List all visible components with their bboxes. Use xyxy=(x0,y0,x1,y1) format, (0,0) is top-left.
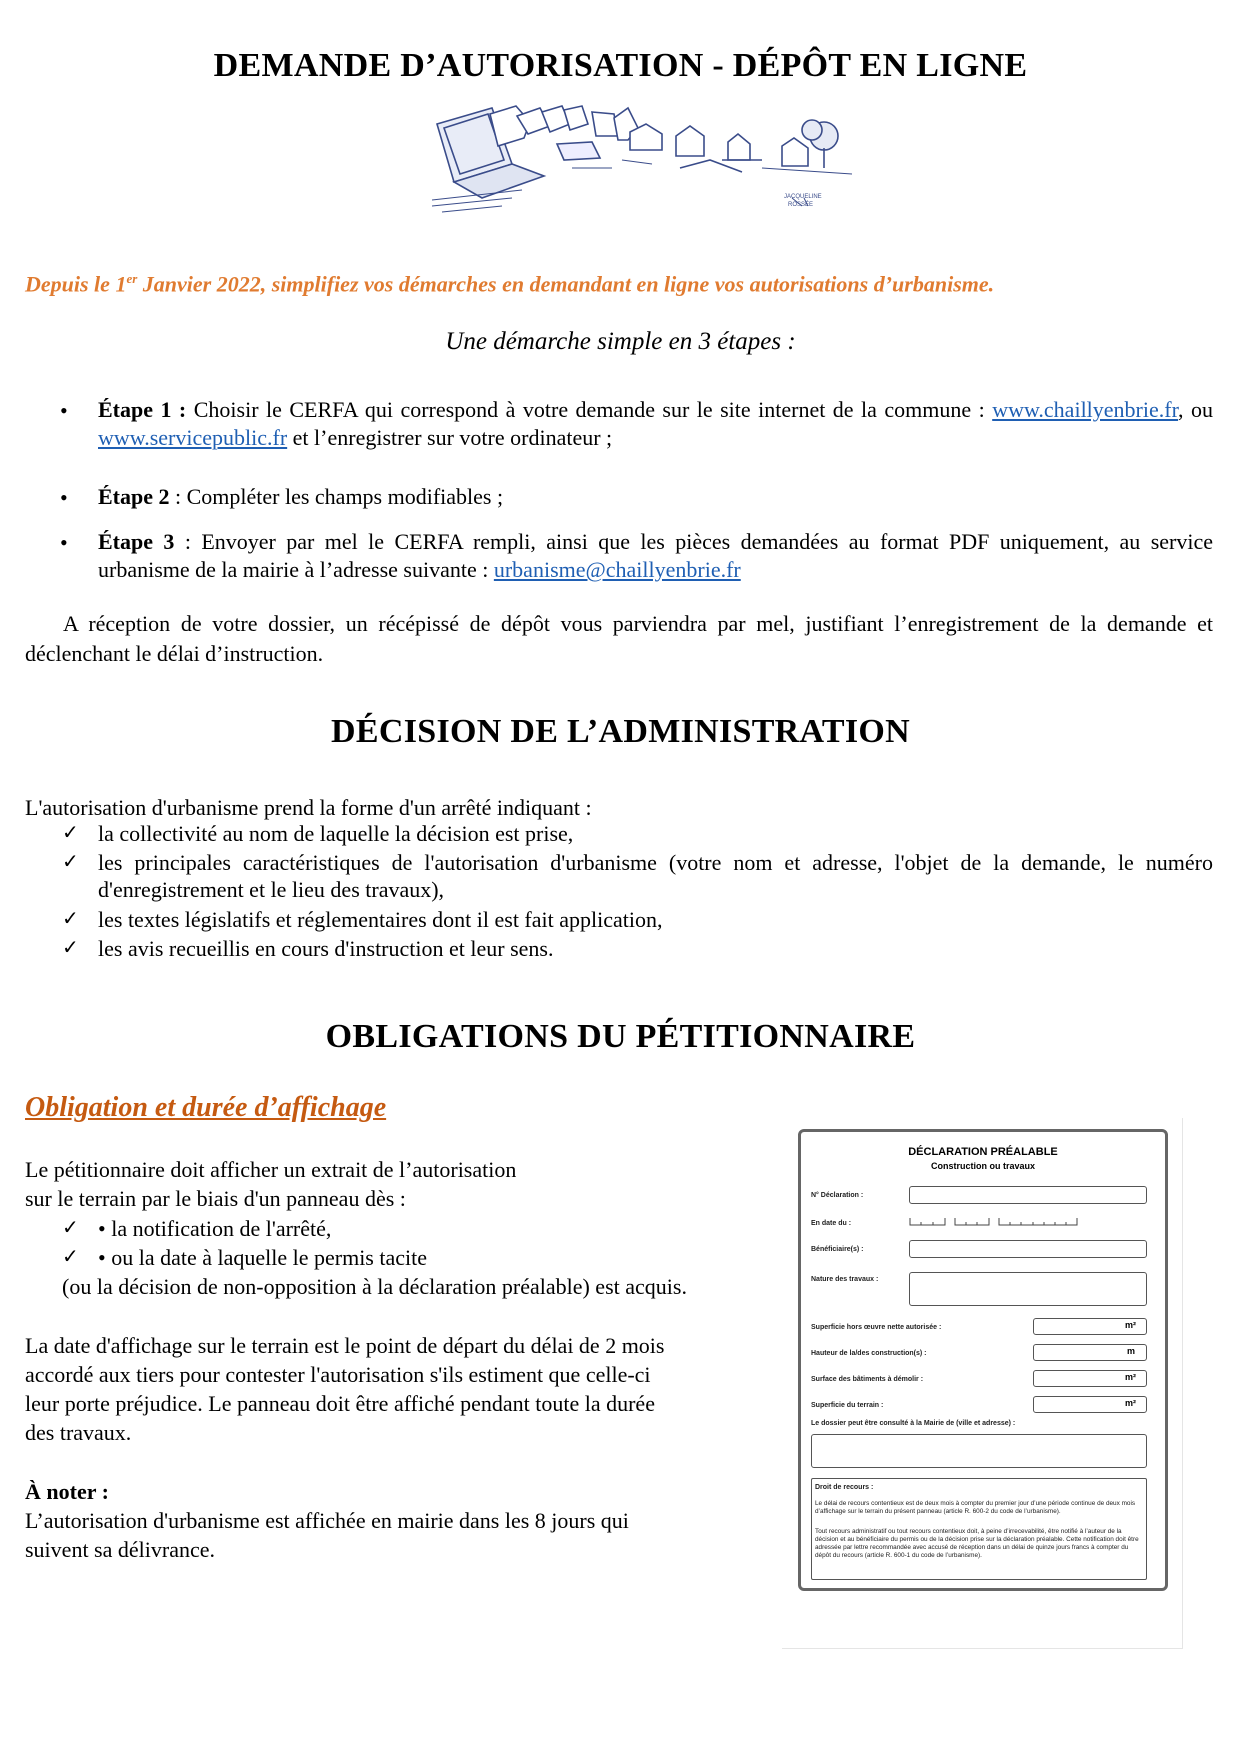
display-paragraph-line: La date d'affichage sur le terrain est le point de départ du délai de 2 mois xyxy=(25,1333,665,1358)
display-obligation-heading: Obligation et durée d’affichage xyxy=(25,1092,387,1123)
obligation-item: • la notification de l'arrêté, xyxy=(98,1216,332,1241)
form-field-box xyxy=(909,1186,1147,1204)
bullet-icon: • xyxy=(60,485,68,510)
rights-paragraph: Le délai de recours contentieux est de deux mois à compter du premier jour d’une période continue de deux mois d’affichage sur le terrain du présent panneau (article R. 600-2 du code de l’urbanisme). xyxy=(815,1500,1136,1515)
display-paragraph-line: accordé aux tiers pour contester l'autorisation s'ils estiment que celle-ci xyxy=(25,1362,651,1387)
check-icon: ✓ xyxy=(62,1217,79,1239)
check-icon: ✓ xyxy=(62,937,79,959)
form-subtitle: Construction ou travaux xyxy=(930,1161,1035,1171)
form-unit: m xyxy=(1127,1346,1136,1356)
intro-statement: Depuis le 1er Janvier 2022, simplifiez vos démarches en demandant en ligne vos autorisations d’urbanisme. xyxy=(25,271,995,297)
obligation-intro-line: Le pétitionnaire doit afficher un extrait de l’autorisation xyxy=(25,1157,517,1182)
obligation-intro-line: sur le terrain par le biais d'un panneau dès : xyxy=(25,1186,406,1211)
form-label: Hauteur de la/des construction(s) : xyxy=(811,1350,927,1357)
form-label: Superficie hors œuvre nette autorisée : xyxy=(811,1324,942,1331)
form-label: Surface des bâtiments à démolir : xyxy=(811,1376,924,1383)
decision-item: la collectivité au nom de laquelle la décision est prise, xyxy=(98,821,574,846)
decision-title: DÉCISION DE L’ADMINISTRATION xyxy=(331,713,910,750)
decision-item: les textes législatifs et réglementaires dont il est fait application, xyxy=(98,907,663,932)
decision-item: les principales caractéristiques de l'autorisation d'urbanisme (votre nom et adresse, l'objet de la demande, le numéro d'enregistrement et le lieu des travaux), xyxy=(98,850,1213,902)
form-field-box xyxy=(811,1434,1147,1468)
form-unit: m² xyxy=(1125,1320,1136,1330)
note-title: À noter : xyxy=(25,1479,109,1504)
form-label: N° Déclaration : xyxy=(811,1192,864,1199)
form-label: Nature des travaux : xyxy=(811,1276,879,1283)
bullet-icon: • xyxy=(60,530,68,555)
obligation-item: • ou la date à laquelle le permis tacite xyxy=(98,1245,428,1270)
form-unit: m² xyxy=(1125,1372,1136,1382)
svg-text:ROSSÉE: ROSSÉE xyxy=(788,202,814,208)
obligations-title: OBLIGATIONS DU PÉTITIONNAIRE xyxy=(325,1018,916,1055)
rights-title: Droit de recours : xyxy=(815,1484,874,1491)
form-field-box xyxy=(909,1272,1147,1306)
link-urbanisme-email[interactable]: urbanisme@chaillyenbrie.fr xyxy=(493,557,741,582)
decision-intro: L'autorisation d'urbanisme prend la forme d'un arrêté indiquant : xyxy=(25,795,592,820)
date-field-boxes xyxy=(909,1216,1079,1228)
link-servicepublic[interactable]: www.servicepublic.fr xyxy=(98,425,288,450)
form-unit: m² xyxy=(1125,1398,1136,1408)
form-field-box xyxy=(909,1240,1147,1258)
obligation-tail: (ou la décision de non-opposition à la déclaration préalable) est acquis. xyxy=(62,1274,687,1299)
display-paragraph-line: leur porte préjudice. Le panneau doit être affiché pendant toute la durée xyxy=(25,1391,655,1416)
step-2: Étape 2 : Compléter les champs modifiables ; xyxy=(98,484,504,509)
decision-item: les avis recueillis en cours d'instruction et leur sens. xyxy=(98,936,554,961)
display-paragraph-line: des travaux. xyxy=(25,1420,132,1445)
illustration-signature: JACQUELINE xyxy=(784,194,822,200)
note-line: L’autorisation d'urbanisme est affichée en mairie dans les 8 jours qui xyxy=(25,1508,629,1533)
link-chaillyenbrie[interactable]: www.chaillyenbrie.fr xyxy=(992,397,1179,422)
main-title: DEMANDE D’AUTORISATION - DÉPÔT EN LIGNE xyxy=(213,47,1028,84)
reception-paragraph: A réception de votre dossier, un récépissé de dépôt vous parviendra par mel, justifiant l’enregistrement de la demande et déclenchant le délai d’instruction. xyxy=(25,611,1213,666)
rights-paragraph: Tout recours administratif ou tout recours contentieux doit, à peine d’irrecevabilité, être notifié à l’auteur de la décision et au bénéficiaire du permis ou de la décision prise sur la déclaration préalable. Cette notification doit être adressée par lettre recommandée avec accusé de réception dans un délai de quinze jours francs à compter du dépôt du recours (article R. 600-1 du code de l’urbanisme). xyxy=(815,1528,1139,1559)
step-1: Étape 1 : Choisir le CERFA qui correspond à votre demande sur le site internet de la commune : www.chaillyenbrie.fr, ou www.servicepublic.fr et l’enregistrer sur votre ordinateur ; xyxy=(98,397,1213,450)
form-title: DÉCLARATION PRÉALABLE xyxy=(908,1146,1058,1158)
declaration-form-image xyxy=(798,1129,1168,1591)
note-line: suivent sa délivrance. xyxy=(25,1537,215,1562)
form-label: Bénéficiaire(s) : xyxy=(811,1246,864,1253)
check-icon: ✓ xyxy=(62,1246,79,1268)
bullet-icon: • xyxy=(60,398,68,423)
form-label: Le dossier peut être consulté à la Mairie de (ville et adresse) : xyxy=(811,1420,1016,1427)
form-label: Superficie du terrain : xyxy=(811,1402,884,1409)
laptop-houses-illustration xyxy=(432,102,856,226)
step-3: Étape 3 : Envoyer par mel le CERFA rempli, ainsi que les pièces demandées au format PDF uniquement, au service urbanisme de la mairie à l’adresse suivante : urbanisme@chaillyenbrie.fr xyxy=(98,529,1214,582)
steps-subtitle: Une démarche simple en 3 étapes : xyxy=(445,328,796,355)
check-icon: ✓ xyxy=(62,851,79,873)
form-label: En date du : xyxy=(811,1220,852,1227)
check-icon: ✓ xyxy=(62,908,79,930)
check-icon: ✓ xyxy=(62,822,79,844)
